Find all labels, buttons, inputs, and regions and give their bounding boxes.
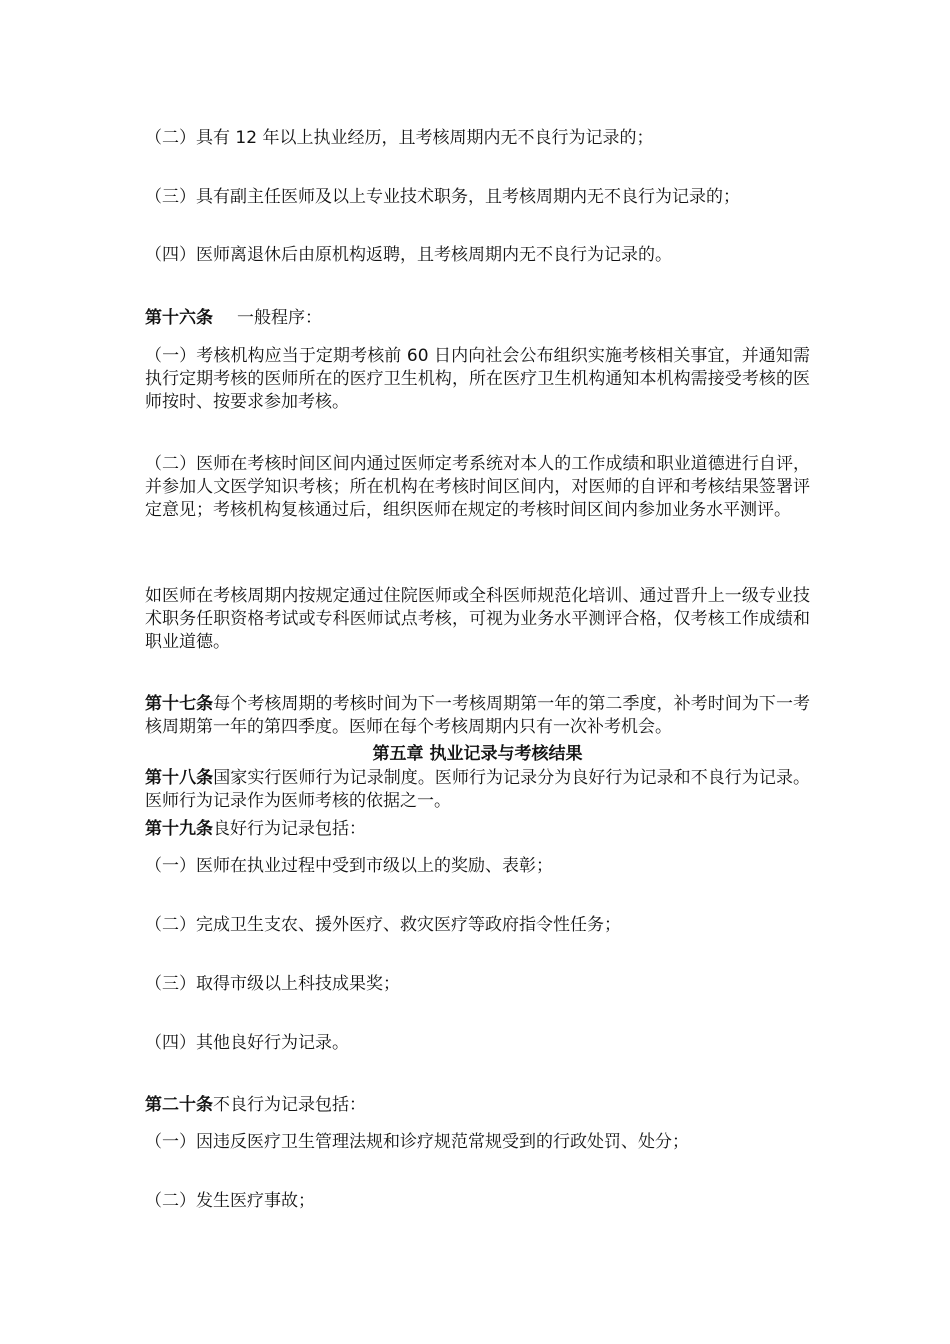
article-title: 第十九条	[145, 819, 213, 839]
paragraph: 如医师在考核周期内按规定通过住院医师或全科医师规范化培训、通过晋升上一级专业技术职务任职资格考试或专科医师试点考核，可视为业务水平测评合格，仅考核工作成绩和职业道德。	[145, 586, 810, 652]
list-item: （三）取得市级以上科技成果奖；	[145, 974, 400, 994]
list-item: （四）其他良好行为记录。	[145, 1033, 349, 1053]
list-item: （二）具有 12 年以上执业经历，且考核周期内无不良行为记录的；	[145, 128, 654, 148]
paragraph: （一）考核机构应当于定期考核前 60 日内向社会公布组织实施考核相关事宜，并通知需执行定期考核的医师所在的医疗卫生机构，所在医疗卫生机构通知本机构需接受考核的医师按时、按要求参加考核。	[145, 346, 810, 412]
article-19-heading	[145, 818, 810, 841]
list-item: （四）医师离退休后由原机构返聘，且考核周期内无不良行为记录的。	[145, 245, 672, 265]
list-item: （三）具有副主任医师及以上专业技术职务，且考核周期内无不良行为记录的；	[145, 187, 740, 207]
article-title: 第十六条	[145, 308, 213, 328]
list-item: （一）医师在执业过程中受到市级以上的奖励、表彰；	[145, 856, 553, 876]
article-title: 第十八条	[145, 768, 214, 788]
article-20-heading	[145, 1094, 810, 1117]
article-17	[145, 693, 810, 739]
article-18	[145, 767, 810, 813]
article-16-heading	[145, 307, 810, 330]
article-text: 一般程序：	[237, 308, 322, 328]
article-text: 不良行为记录包括：	[213, 1095, 366, 1115]
paragraph: （二）医师在考核时间区间内通过医师定考系统对本人的工作成绩和职业道德进行自评，并参加人文医学知识考核；所在机构在考核时间区间内，对医师的自评和考核结果签署评定意见；考核机构复核通过后，组织医师在规定的考核时间区间内参加业务水平测评。	[145, 454, 810, 520]
article-title: 第二十条	[145, 1095, 213, 1115]
article-text: 每个考核周期的考核时间为下一考核周期第一年的第二季度，补考时间为下一考核周期第一年的第四季度。医师在每个考核周期内只有一次补考机会。	[145, 694, 811, 737]
list-item: （一）因违反医疗卫生管理法规和诊疗规范常规受到的行政处罚、处分；	[145, 1132, 689, 1152]
article-text: 国家实行医师行为记录制度。医师行为记录分为良好行为记录和不良行为记录。医师行为记录作为医师考核的依据之一。	[145, 768, 811, 811]
chapter-heading: 第五章 执业记录与考核结果	[372, 744, 583, 764]
article-text: 良好行为记录包括：	[213, 819, 366, 839]
article-title: 第十七条	[145, 694, 214, 714]
list-item: （二）完成卫生支农、援外医疗、救灾医疗等政府指令性任务；	[145, 915, 621, 935]
list-item: （二）发生医疗事故；	[145, 1191, 315, 1211]
